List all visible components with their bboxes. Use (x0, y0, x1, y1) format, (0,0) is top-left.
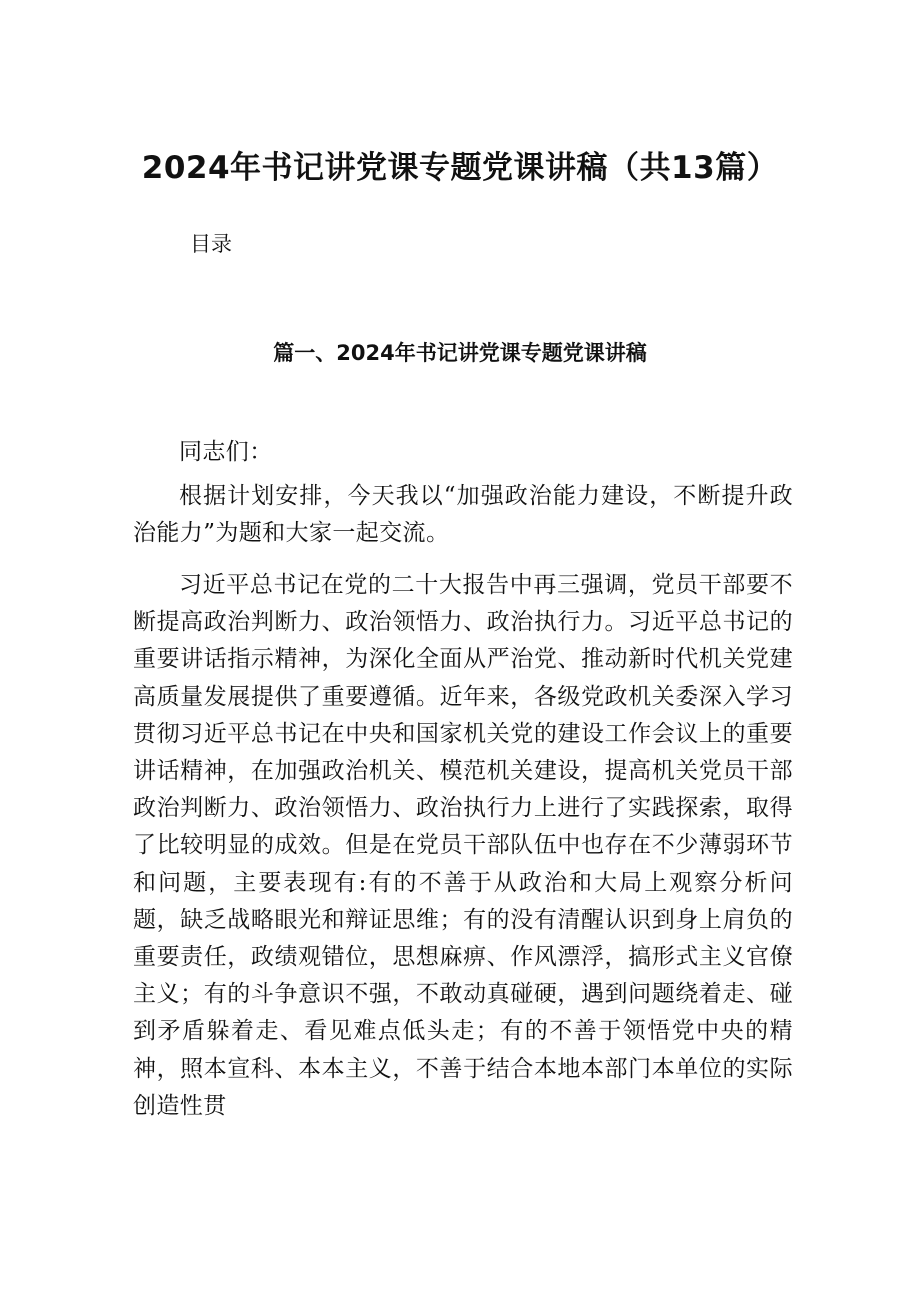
section-title: 篇一、2024年书记讲党课专题党课讲稿 (273, 341, 647, 365)
document-title: 2024年书记讲党课专题党课讲稿（共13篇） (141, 150, 779, 186)
toc-label: 目录 (190, 232, 232, 256)
body-paragraph: 根据计划安排，今天我以“加强政治能力建设，不断提升政治能力”为题和大家一起交流。 (133, 483, 793, 547)
body-paragraph: 习近平总书记在党的二十大报告中再三强调，党员干部要不断提高政治判断力、政治领悟力、政治执行力。习近平总书记的重要讲话指示精神，为深化全面从严治党、推动新时代机关党建高质量发展提供了重要遵循。近年来，各级党政机关委深入学习贯彻习近平总书记在中央和国家机关党的建设工作会议上的重要讲话精神，在加强政治机关、模范机关建设，提高机关党员干部政治判断力、政治领悟力、政治执行力上进行了实践探索，取得了比较明显的成效。但是在党员干部队伍中也存在不少薄弱环节和问题，主要表现有:有的不善于从政治和大局上观察分析问题，缺乏战略眼光和辩证思维；有的没有清醒认识到身上肩负的重要责任，政绩观错位，思想麻痹、作风漂浮，搞形式主义官僚主义；有的斗争意识不强，不敢动真碰硬，遇到问题绕着走、碰到矛盾躲着走、看见难点低头走；有的不善于领悟党中央的精神，照本宣科、本本主义，不善于结合本地本部门本单位的实际创造性贯 (133, 572, 793, 1119)
greeting-line: 同志们： (179, 439, 273, 465)
